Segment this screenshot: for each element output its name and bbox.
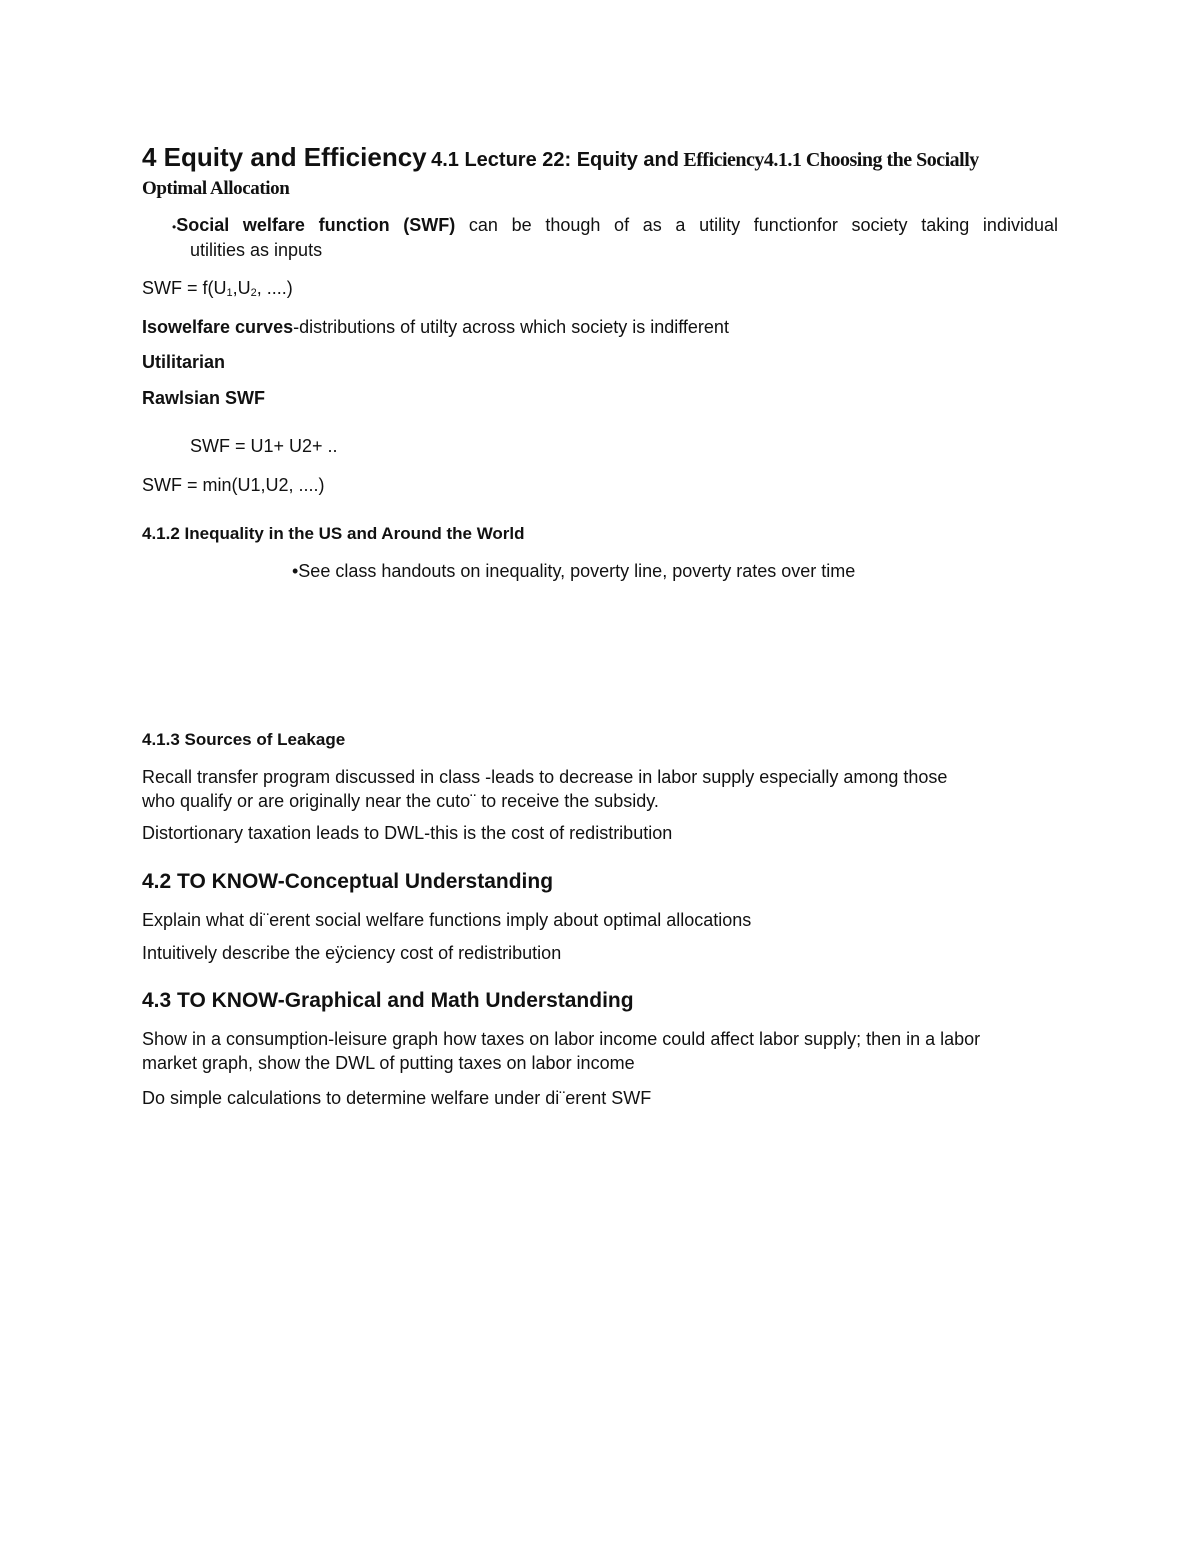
leakage-line1: Recall transfer program discussed in class -leads to decrease in labor supply especially among those [142, 767, 948, 787]
heading-4-2: 4.2 TO KNOW-Conceptual Understanding [142, 870, 554, 893]
leakage-line2: who qualify or are originally near the cuto¨ to receive the subsidy. [142, 791, 659, 811]
heading-4-1-3: 4.1.3 Sources of Leakage [142, 730, 346, 749]
isowelfare-definition [142, 315, 729, 339]
conceptual-line2: Intuitively describe the eÿciency cost of redistribution [142, 943, 562, 963]
heading-4-3: 4.3 TO KNOW-Graphical and Math Understanding [142, 989, 634, 1012]
formula-subscript-2: 2 [250, 287, 257, 299]
title-line [142, 142, 979, 176]
section-title-serif: Efficiency4.1.1 Choosing the Socially [683, 149, 979, 171]
isowelfare-text: -distributions of utilty across which society is indifferent [293, 317, 729, 337]
leakage-line3: Distortionary taxation leads to DWL-this is the cost of redistribution [142, 823, 673, 843]
section-title-continued: Optimal Allocation [142, 178, 290, 199]
rawlsian-formula: SWF = min(U1,U2, ....) [142, 475, 325, 495]
handouts-bullet: •See class handouts on inequality, poverty line, poverty rates over time [292, 561, 856, 581]
graphical-line3: Do simple calculations to determine welfare under di¨erent SWF [142, 1088, 652, 1108]
swf-term: Social welfare function (SWF) [176, 215, 456, 235]
formula-suffix: , ....) [256, 278, 293, 298]
swf-definition-text: can be though of as a utility functionfor society taking individual [455, 215, 1058, 235]
conceptual-line1: Explain what di¨erent social welfare functions imply about optimal allocations [142, 910, 752, 930]
bullet-icon: • [172, 220, 177, 234]
formula-subscript-1: 1 [226, 287, 233, 299]
utilitarian-label: Utilitarian [142, 352, 226, 372]
chapter-title: 4 Equity and Efficiency [142, 142, 427, 172]
swf-general-formula [142, 276, 293, 305]
swf-definition-line2: utilities as inputs [190, 240, 323, 260]
rawlsian-label: Rawlsian SWF [142, 388, 266, 408]
graphical-line2: market graph, show the DWL of putting taxes on labor income [142, 1053, 635, 1073]
graphical-line1: Show in a consumption-leisure graph how taxes on labor income could affect labor supply; then in a labor [142, 1029, 981, 1049]
heading-4-1-2: 4.1.2 Inequality in the US and Around the World [142, 524, 525, 543]
section-title: 4.1 Lecture 22: Equity and [431, 149, 679, 171]
utilitarian-formula: SWF = U1+ U2+ .. [190, 436, 338, 456]
isowelfare-term: Isowelfare curves [142, 317, 294, 337]
swf-definition-line1 [172, 213, 1058, 239]
formula-mid: ,U [232, 278, 251, 298]
formula-prefix: SWF = f(U [142, 278, 227, 298]
